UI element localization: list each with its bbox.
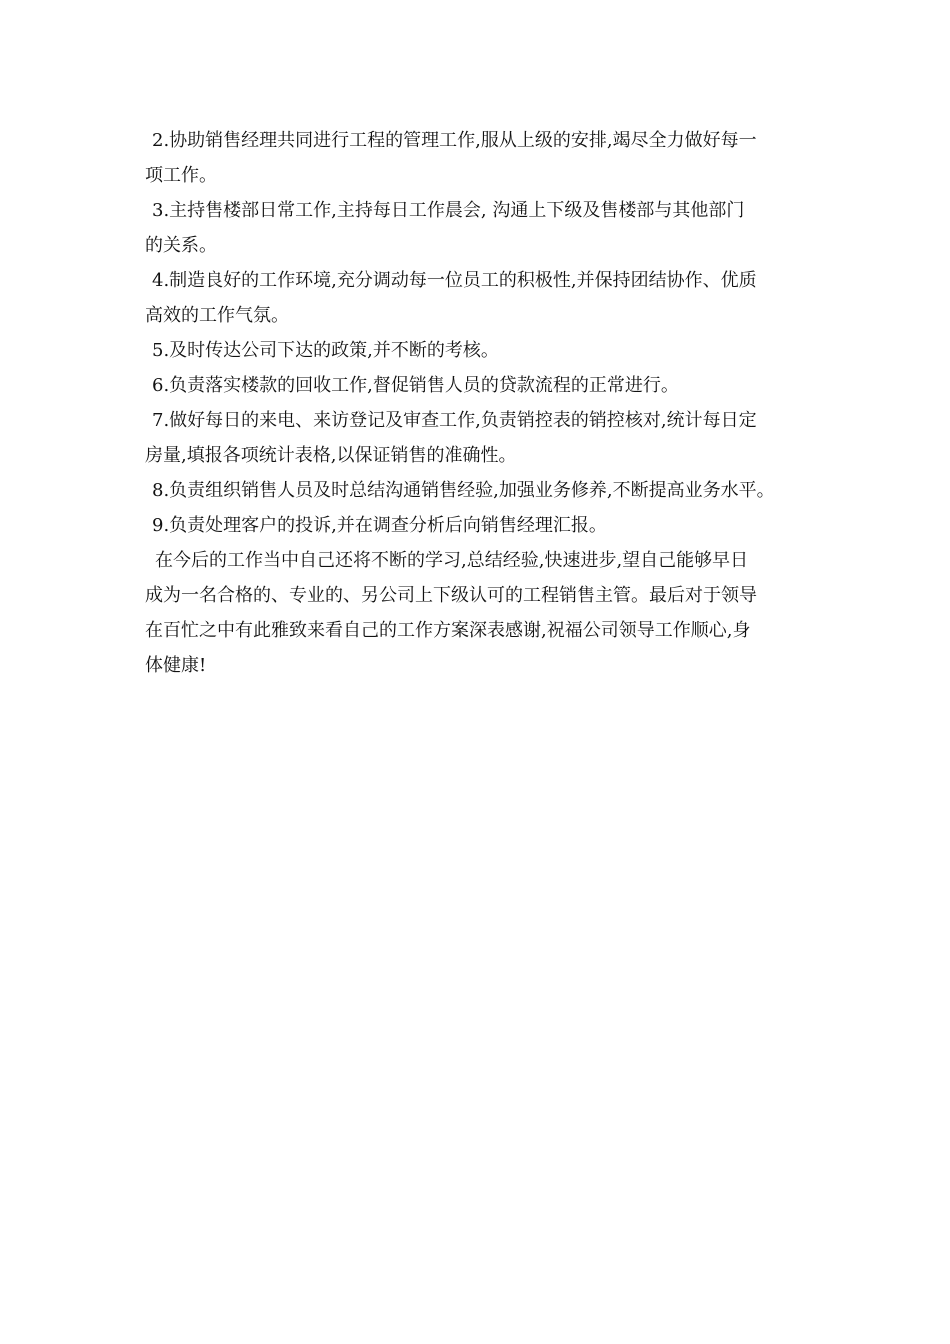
closing-line: 在今后的工作当中自己还将不断的学习,总结经验,快速进步,望自己能够早日 bbox=[155, 550, 749, 571]
closing-line: 体健康! bbox=[145, 655, 207, 676]
list-item-line: 7.做好每日的来电、来访登记及审查工作,负责销控表的销控核对,统计每日定 bbox=[152, 410, 757, 431]
list-item-line: 3.主持售楼部日常工作,主持每日工作晨会, 沟通上下级及售楼部与其他部门 bbox=[152, 200, 745, 221]
list-item-3 bbox=[145, 193, 825, 263]
list-item-7 bbox=[145, 403, 825, 473]
closing-line: 在百忙之中有此雅致来看自己的工作方案深表感谢,祝福公司领导工作顺心,身 bbox=[145, 620, 751, 641]
closing-line: 成为一名合格的、专业的、另公司上下级认可的工程销售主管。最后对于领导 bbox=[145, 585, 757, 606]
list-item-5 bbox=[145, 333, 825, 368]
list-item-4 bbox=[145, 263, 825, 333]
list-item-line: 项工作。 bbox=[145, 165, 217, 186]
list-item-line: 8.负责组织销售人员及时总结沟通销售经验,加强业务修养,不断提高业务水平。 bbox=[152, 480, 775, 501]
document-body bbox=[145, 123, 825, 683]
list-item-line: 9.负责处理客户的投诉,并在调查分析后向销售经理汇报。 bbox=[152, 515, 607, 536]
list-item-line: 的关系。 bbox=[145, 235, 217, 256]
list-item-9 bbox=[145, 508, 825, 543]
list-item-2 bbox=[145, 123, 825, 193]
list-item-line: 房量,填报各项统计表格,以保证销售的准确性。 bbox=[145, 445, 517, 466]
list-item-line: 6.负责落实楼款的回收工作,督促销售人员的贷款流程的正常进行。 bbox=[152, 375, 679, 396]
list-item-line: 5.及时传达公司下达的政策,并不断的考核。 bbox=[152, 340, 499, 361]
list-item-line: 高效的工作气氛。 bbox=[145, 305, 289, 326]
list-item-line: 2.协助销售经理共同进行工程的管理工作,服从上级的安排,竭尽全力做好每一 bbox=[152, 130, 757, 151]
list-item-8 bbox=[145, 473, 825, 508]
list-item-line: 4.制造良好的工作环境,充分调动每一位员工的积极性,并保持团结协作、优质 bbox=[152, 270, 757, 291]
closing-paragraph bbox=[145, 543, 825, 683]
list-item-6 bbox=[145, 368, 825, 403]
